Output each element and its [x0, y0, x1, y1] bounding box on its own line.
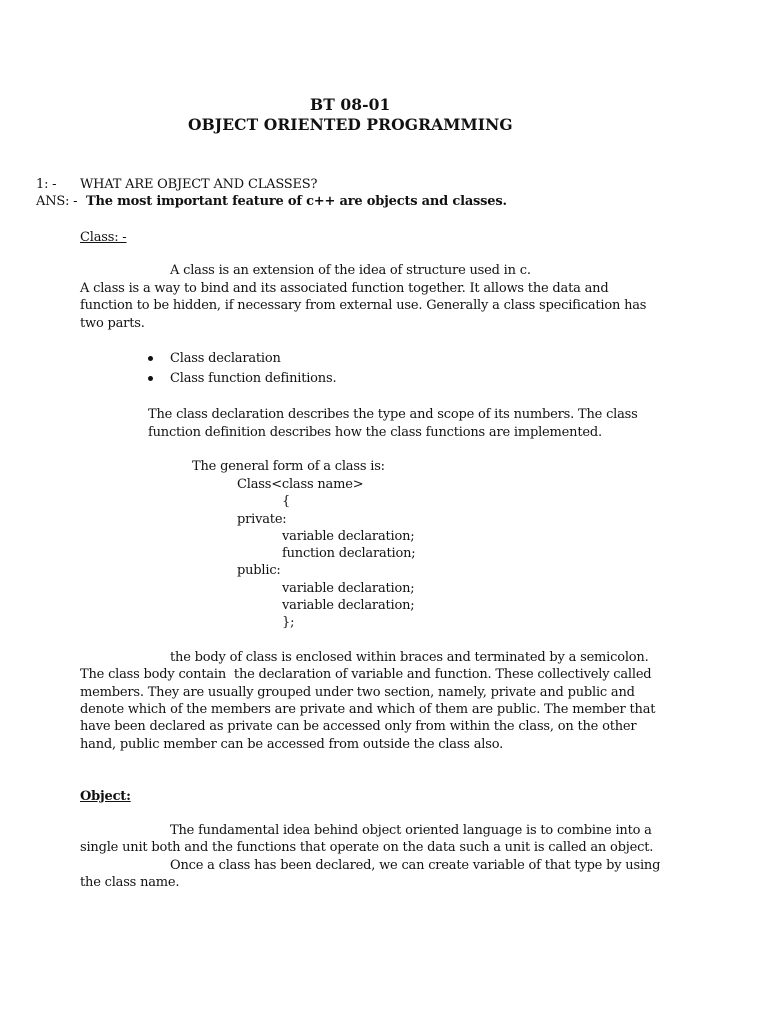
code-line: private:: [237, 512, 287, 527]
object-para-line: the class name.: [80, 875, 180, 890]
class-para2-line2: function definition describes how the class functions are implemented.: [148, 425, 602, 440]
code-line: {: [282, 494, 291, 509]
code-line: Class<class name>: [237, 477, 364, 492]
bullet-item: Class function definitions.: [170, 371, 337, 386]
code-line: variable declaration;: [282, 598, 415, 613]
question-text: WHAT ARE OBJECT AND CLASSES?: [80, 177, 318, 192]
code-line: };: [282, 615, 295, 630]
bullet-icon: [148, 356, 153, 361]
class-para1-line4: two parts.: [80, 316, 145, 331]
class-para1-line2: A class is a way to bind and its associated function together. It allows the data and: [80, 281, 609, 296]
class-para3-line: members. They are usually grouped under two section, namely, private and public and: [80, 685, 635, 700]
object-para-line: Once a class has been declared, we can create variable of that type by using: [170, 858, 661, 873]
class-para3-line: hand, public member can be accessed from outside the class also.: [80, 737, 504, 752]
object-heading: Object:: [80, 789, 131, 804]
answer-label: ANS: -: [36, 194, 78, 209]
question-number: 1: -: [36, 177, 57, 192]
general-form-intro: The general form of a class is:: [192, 459, 385, 474]
code-line: public:: [237, 563, 281, 578]
class-heading: Class: -: [80, 230, 127, 245]
answer-text: The most important feature of c++ are objects and classes.: [86, 194, 507, 209]
class-para2-line1: The class declaration describes the type and scope of its numbers. The class: [148, 407, 638, 422]
code-line: function declaration;: [282, 546, 416, 561]
object-para-line: single unit both and the functions that operate on the data such a unit is called an object.: [80, 840, 654, 855]
class-para3-line: the body of class is enclosed within braces and terminated by a semicolon.: [170, 650, 649, 665]
bullet-icon: [148, 376, 153, 381]
code-line: variable declaration;: [282, 581, 415, 596]
class-para1-line1: A class is an extension of the idea of structure used in c.: [170, 263, 531, 278]
course-title: OBJECT ORIENTED PROGRAMMING: [188, 115, 513, 134]
code-line: variable declaration;: [282, 529, 415, 544]
object-para-line: The fundamental idea behind object oriented language is to combine into a: [170, 823, 652, 838]
class-para3-line: The class body contain the declaration of variable and function. These collectively called: [80, 667, 652, 682]
class-para3-line: have been declared as private can be accessed only from within the class, on the other: [80, 719, 637, 734]
class-para1-line3: function to be hidden, if necessary from external use. Generally a class specification has: [80, 298, 647, 313]
course-code: BT 08-01: [310, 95, 391, 114]
class-para3-line: denote which of the members are private and which of them are public. The member that: [80, 702, 656, 717]
bullet-item: Class declaration: [170, 351, 281, 366]
